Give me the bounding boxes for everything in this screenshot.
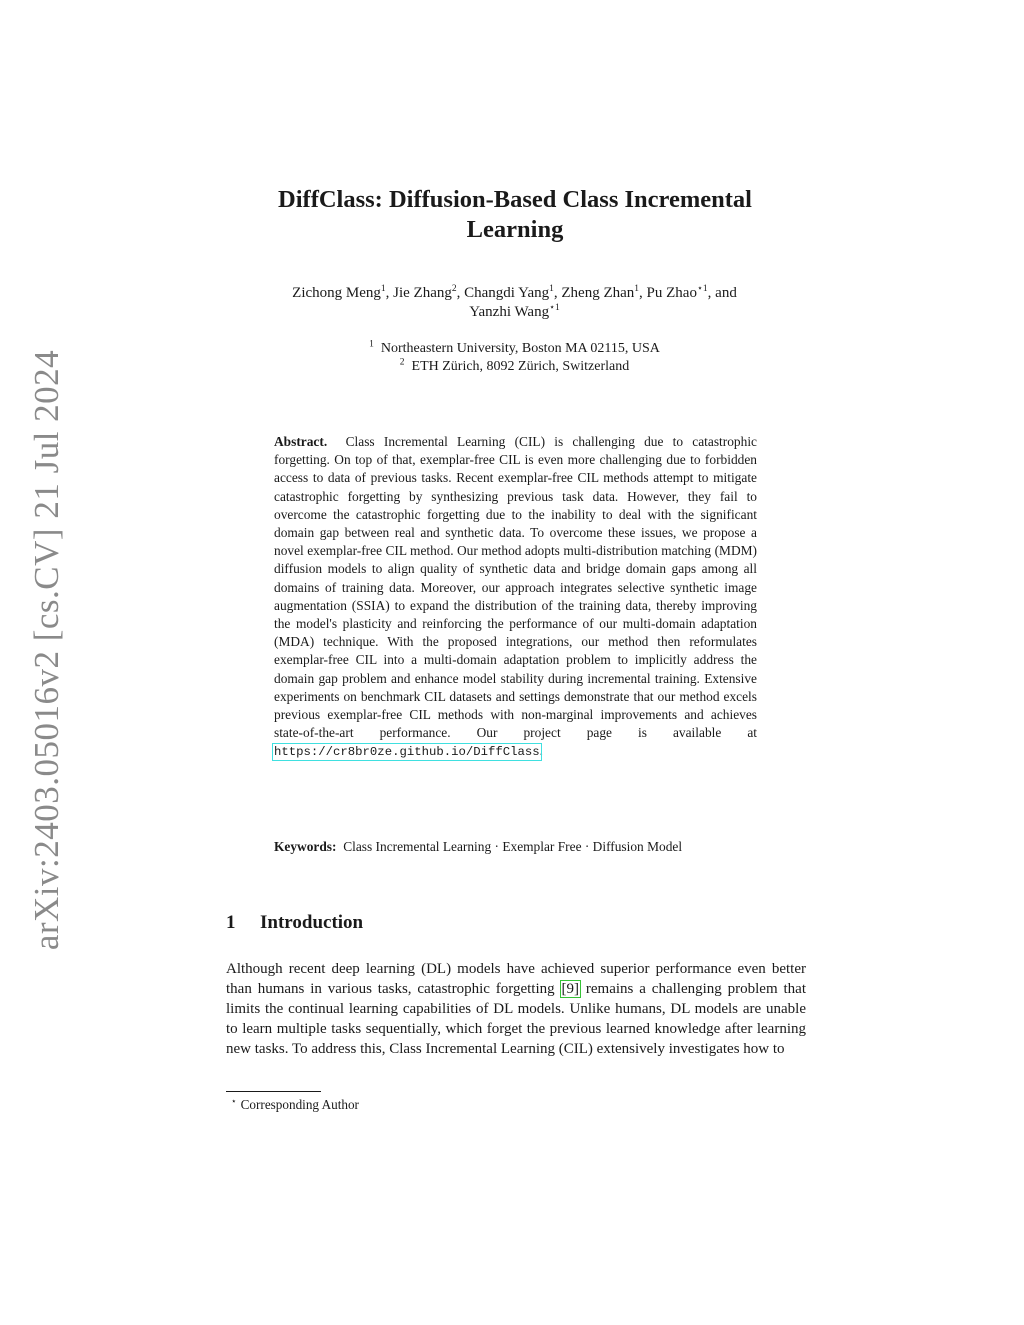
project-page-link[interactable]: https://cr8br0ze.github.io/DiffClass xyxy=(274,745,540,760)
intro-text-part2: remains a challenging problem that limits the continual learning capabilities of DL models. Unlike humans, DL models are unable to learn multiple tasks sequentially, which forget the previous learned knowledge after learning new tasks. To address this, Class Incremental Learning (CIL) extensively investigates how to xyxy=(226,981,806,1057)
arxiv-side-stamp: arXiv:2403.05016v2 [cs.CV] 21 Jul 2024 xyxy=(27,349,66,951)
affiliation-text: Northeastern University, Boston MA 02115, USA xyxy=(380,341,660,356)
section-title: Introduction xyxy=(260,912,364,933)
intro-text-part1: Although recent deep learning (DL) models have achieved superior performance even better than humans in various tasks, catastrophic forgetting xyxy=(226,961,806,997)
abstract-label: Abstract. xyxy=(274,434,328,449)
section-heading xyxy=(226,911,363,935)
author-list: Zichong Meng$^1$, Jie Zhang$^2$, Changdi Yang$^1$, Zheng Zhan$^1$, Pu Zhao$^{⋆1}$, and Yanzhi Wang$^{⋆1}$ xyxy=(292,284,737,320)
author-name: Zheng Zhan xyxy=(561,285,635,301)
author-affil-mark: 1 xyxy=(380,284,386,294)
footnote-divider xyxy=(226,1091,321,1092)
author-affil-mark: 1 xyxy=(549,284,554,294)
author-name: Changdi Yang xyxy=(464,285,550,301)
footnote-text: Corresponding Author xyxy=(240,1097,359,1112)
footnote-mark: ⋆ xyxy=(231,1095,237,1106)
author-affil-mark: 1 xyxy=(634,284,640,294)
affiliation-list xyxy=(222,340,807,376)
abstract-body: Class Incremental Learning (CIL) is challenging due to catastrophic forgetting. On top of that, exemplar-free CIL is even more challenging due to forbidden access to data of previous tasks. Recent exemplar-free CIL methods attempt to mitigate catastrophic forgetting by synthesizing previous task data. However, they fail to overcome the catastrophic forgetting due to the inability to deal with the significant domain gap between real and synthetic data. To overcome these issues, we propose a novel exemplar-free CIL method. Our method adopts multi-distribution matching (MDM) diffusion models to align quality of synthetic data and bridge domain gaps among all domains of training data. Moreover, our approach integrates selective synthetic image augmentation (SSIA) to expand the distribution of the training data, thereby improving the model's plasticity and reinforcing the performance of our multi-domain adaptation (MDA) technique. With the proposed integrations, our method then reformulates exemplar-free CIL into a multi-domain adaptation problem to implicitly address the domain gap problem and enhance model stability during incremental training. Extensive experiments on benchmark CIL datasets and settings demonstrate that our method excels previous exemplar-free CIL methods with non-marginal improvements and achieves state-of-the-art performance. Our project page is available at xyxy=(274,434,757,741)
author-name: Zichong Meng xyxy=(292,285,381,301)
author-conjunction: and xyxy=(715,285,737,301)
author-name: Yanzhi Wang xyxy=(469,304,550,320)
abstract-tail: . xyxy=(539,743,544,759)
affiliation-mark: 1 xyxy=(369,339,374,350)
keywords-text: Class Incremental Learning · Exemplar Free · Diffusion Model xyxy=(343,839,683,854)
affiliation-mark: 2 xyxy=(399,357,405,368)
affiliation-text: ETH Zürich, 8092 Zürich, Switzerland xyxy=(411,359,630,374)
affiliation-item xyxy=(222,358,807,376)
footnote xyxy=(226,1096,359,1113)
introduction-paragraph xyxy=(226,959,806,1059)
keywords-label: Keywords: xyxy=(274,839,337,854)
author-affil-mark: ⋆1 xyxy=(549,303,560,313)
keywords-block xyxy=(274,838,757,856)
citation-link[interactable]: [9] xyxy=(561,981,580,997)
title-line-2: Learning xyxy=(466,216,564,243)
affiliation-item xyxy=(222,340,807,358)
author-affil-mark: ⋆1 xyxy=(696,284,708,294)
title-line-1: DiffClass: Diffusion-Based Class Incremental xyxy=(278,186,752,213)
author-affil-mark: 2 xyxy=(451,284,457,294)
paper-title xyxy=(230,185,800,245)
abstract-block xyxy=(274,433,757,762)
author-name: Pu Zhao xyxy=(646,285,697,301)
section-number: 1 xyxy=(226,912,236,933)
author-name: Jie Zhang xyxy=(393,285,452,301)
